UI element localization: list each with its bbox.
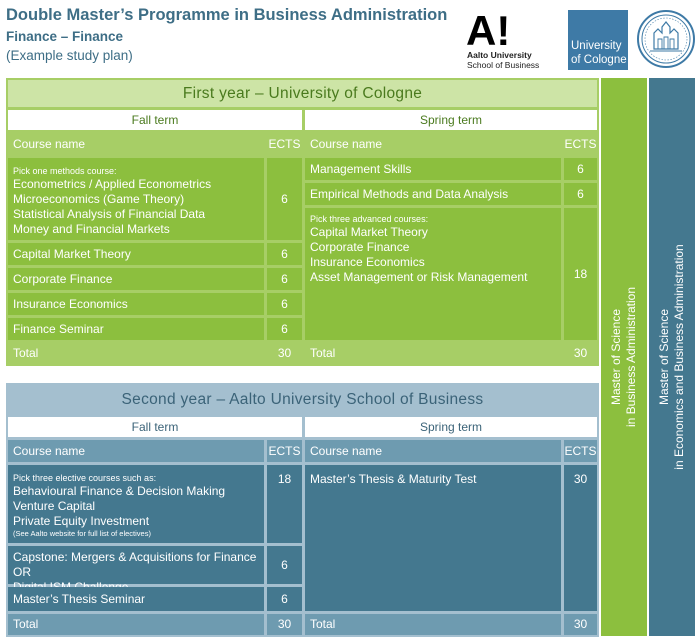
- year1-fall-col-ects: ECTS: [267, 133, 302, 155]
- year1-fall-course-ects: 6: [267, 293, 302, 315]
- year2-seminar: Master’s Thesis Seminar: [8, 587, 264, 611]
- year1-spring-col-course: Course name: [305, 133, 561, 155]
- methods-course: Microeconomics (Game Theory): [13, 192, 185, 206]
- year2-fall-term-header: Fall term: [8, 417, 302, 437]
- year1-spring-total: 30: [564, 343, 597, 364]
- cologne-seal-icon: [636, 9, 696, 69]
- second-year-title: Second year – Aalto University School of Business: [8, 385, 597, 413]
- year2-capstone-ects: 6: [267, 546, 302, 584]
- elective-footnote: (See Aalto website for full list of electives): [13, 529, 151, 538]
- year1-fall-course: Capital Market Theory: [8, 243, 264, 265]
- cologne-degree-column: [601, 78, 647, 636]
- methods-course: Econometrics / Applied Econometrics: [13, 177, 212, 191]
- year1-fall-col-course: Course name: [8, 133, 264, 155]
- year1-spring-course: Empirical Methods and Data Analysis: [305, 183, 561, 205]
- year2-fall-col-ects: ECTS: [267, 440, 302, 462]
- year2-elective-cell: [8, 465, 264, 543]
- study-plan-note: (Example study plan): [6, 48, 133, 63]
- methods-note: Pick one methods course:: [13, 166, 117, 176]
- advanced-course: Asset Management or Risk Management: [310, 270, 528, 284]
- year1-fall-course: Corporate Finance: [8, 268, 264, 290]
- year2-seminar-ects: 6: [267, 587, 302, 611]
- program-subtitle: Finance – Finance: [6, 29, 124, 44]
- elective-course: Behavioural Finance & Decision Making: [13, 484, 226, 498]
- year2-elective-ects: 18: [267, 465, 302, 543]
- advanced-course: Capital Market Theory: [310, 225, 428, 239]
- year2-thesis-ects: 30: [564, 465, 597, 611]
- year2-capstone-cell: [8, 546, 264, 584]
- year1-fall-term-header: Fall term: [8, 110, 302, 130]
- elective-course: Private Equity Investment: [13, 514, 150, 528]
- year1-fall-course-ects: 6: [267, 318, 302, 340]
- advanced-note: Pick three advanced courses:: [310, 214, 429, 224]
- year1-fall-total: 30: [267, 343, 302, 364]
- year2-thesis: Master’s Thesis & Maturity Test: [305, 465, 561, 611]
- page-title: Double Master’s Programme in Business Administration: [6, 6, 448, 24]
- methods-course: Money and Financial Markets: [13, 222, 170, 236]
- aalto-logo: [465, 9, 513, 49]
- year1-fall-course: Insurance Economics: [8, 293, 264, 315]
- year2-spring-col-course: Course name: [305, 440, 561, 462]
- year1-spring-course-ects: 6: [564, 158, 597, 180]
- advanced-course: Insurance Economics: [310, 255, 425, 269]
- year1-spring-total-label: Total: [305, 343, 561, 364]
- year1-advanced-ects: 18: [564, 208, 597, 340]
- year2-spring-term-header: Spring term: [305, 417, 597, 437]
- aalto-logo-text: Aalto University School of Business: [467, 50, 540, 70]
- aalto-degree-label: Master of Science in Economics and Business Administration: [657, 244, 686, 470]
- advanced-course: Corporate Finance: [310, 240, 410, 254]
- year1-fall-total-label: Total: [8, 343, 264, 364]
- aalto-degree-column: [649, 78, 695, 636]
- year2-fall-total: 30: [267, 614, 302, 635]
- year2-spring-total: 30: [564, 614, 597, 635]
- first-year-title: First year – University of Cologne: [8, 80, 597, 107]
- elective-note: Pick three elective courses such as:: [13, 473, 157, 483]
- year1-spring-course: Management Skills: [305, 158, 561, 180]
- university-of-cologne-logo: University of Cologne: [568, 10, 628, 70]
- cologne-degree-label: Master of Science in Business Administration: [609, 286, 638, 428]
- year1-spring-col-ects: ECTS: [564, 133, 597, 155]
- year1-fall-course-ects: 6: [267, 268, 302, 290]
- svg-text:A!: A!: [466, 9, 511, 49]
- year1-spring-term-header: Spring term: [305, 110, 597, 130]
- year2-spring-col-ects: ECTS: [564, 440, 597, 462]
- elective-course: Venture Capital: [13, 499, 96, 513]
- year1-methods-ects: 6: [267, 158, 302, 240]
- year2-spring-total-label: Total: [305, 614, 561, 635]
- year1-fall-course: Finance Seminar: [8, 318, 264, 340]
- year2-fall-total-label: Total: [8, 614, 264, 635]
- year1-advanced-cell: [305, 208, 561, 340]
- capstone-course: Capstone: Mergers & Acquisitions for Finance OR: [13, 550, 257, 579]
- year1-spring-course-ects: 6: [564, 183, 597, 205]
- year1-methods-cell: [8, 158, 264, 240]
- year2-fall-col-course: Course name: [8, 440, 264, 462]
- methods-course: Statistical Analysis of Financial Data: [13, 207, 206, 221]
- year1-fall-course-ects: 6: [267, 243, 302, 265]
